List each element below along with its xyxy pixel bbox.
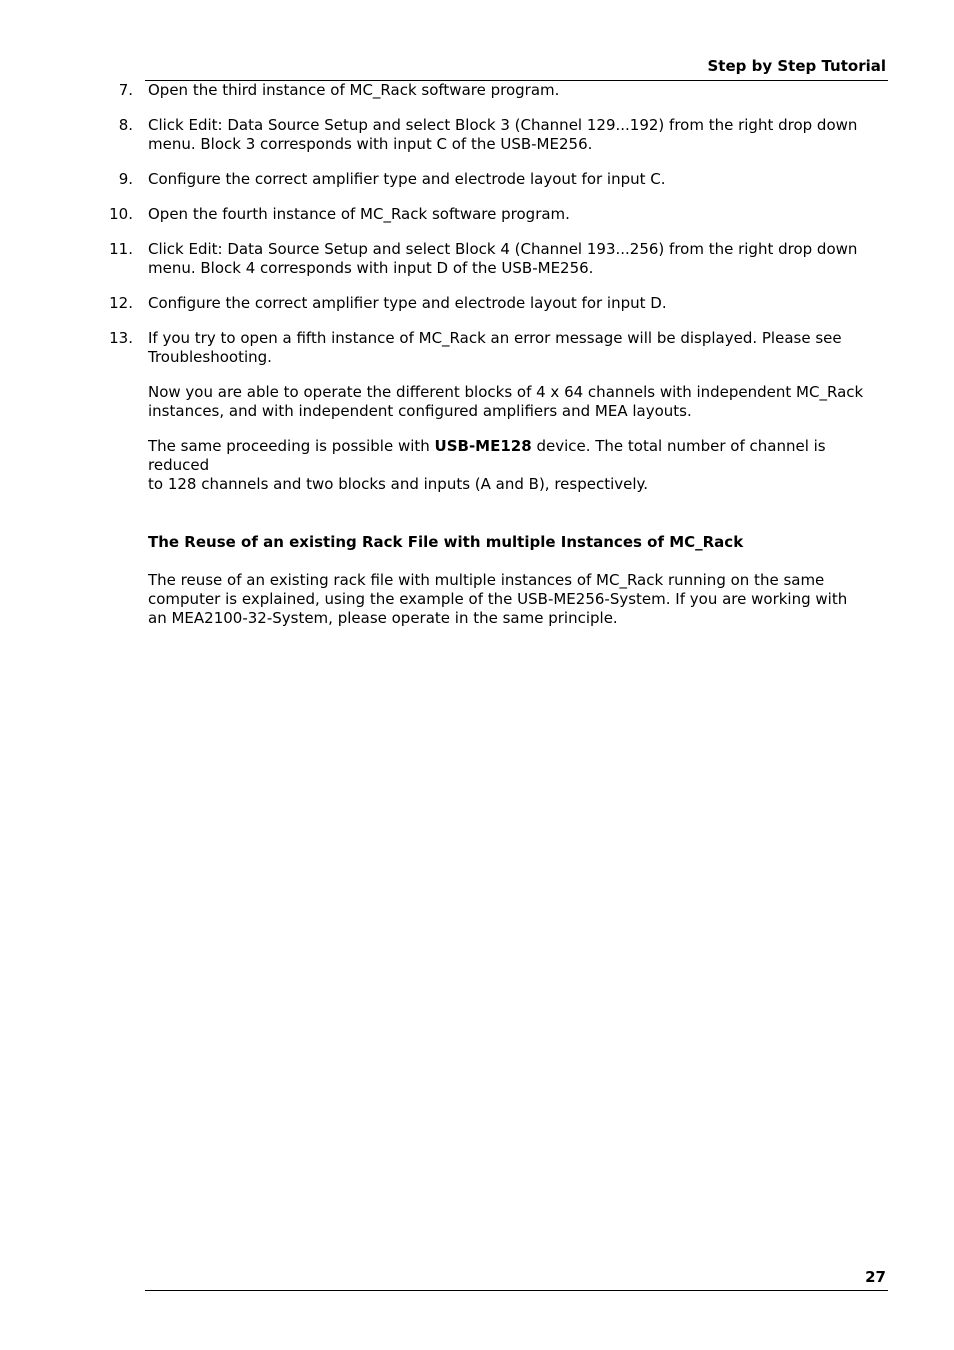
section-paragraph	[148, 571, 888, 628]
step-number: 12.	[109, 294, 133, 312]
paragraph-line: computer is explained, using the example of the USB-ME256-System. If you are working with	[148, 590, 848, 608]
step-number: 13.	[109, 329, 133, 347]
step-line: Click Edit: Data Source Setup and select Block 3 (Channel 129...192) from the right drop down	[148, 116, 858, 134]
note-paragraph	[148, 383, 888, 421]
paragraph-line: Now you are able to operate the different blocks of 4 x 64 channels with independent MC_Rack	[148, 383, 864, 401]
step-number: 8.	[118, 116, 133, 134]
step-line: Configure the correct amplifier type and electrode layout for input C.	[148, 170, 666, 188]
step-line: Click Edit: Data Source Setup and select Block 4 (Channel 193...256) from the right drop down	[148, 240, 858, 258]
step-line: Open the fourth instance of MC_Rack software program.	[148, 205, 570, 223]
step-line: menu. Block 4 corresponds with input D of the USB-ME256.	[148, 259, 594, 277]
step-line: Configure the correct amplifier type and electrode layout for input D.	[148, 294, 667, 312]
step-number: 10.	[109, 205, 133, 223]
paragraph-line: instances, and with independent configured amplifiers and MEA layouts.	[148, 402, 692, 420]
step-text	[148, 170, 888, 189]
step-line: If you try to open a fifth instance of MC_Rack an error message will be displayed. Please see	[148, 329, 842, 347]
page-number: 27	[865, 1268, 886, 1286]
step-text	[148, 240, 888, 278]
paragraph-line: to 128 channels and two blocks and inputs (A and B), respectively.	[148, 475, 649, 493]
step-text	[148, 294, 888, 313]
step-text	[148, 81, 888, 100]
step-number: 7.	[118, 81, 133, 99]
step-line: Open the third instance of MC_Rack software program.	[148, 81, 560, 99]
step-text	[148, 205, 888, 224]
device-name-bold: USB-ME128	[434, 437, 532, 455]
paragraph-line: The reuse of an existing rack file with multiple instances of MC_Rack running on the same	[148, 571, 825, 589]
step-text	[148, 329, 888, 367]
section-heading: The Reuse of an existing Rack File with multiple Instances of MC_Rack	[148, 533, 744, 551]
step-text	[148, 116, 888, 154]
footer-rule	[145, 1290, 888, 1291]
running-header-title: Step by Step Tutorial	[707, 57, 886, 75]
step-line: menu. Block 3 corresponds with input C of the USB-ME256.	[148, 135, 593, 153]
step-number: 11.	[109, 240, 133, 258]
paragraph-line: an MEA2100-32-System, please operate in the same principle.	[148, 609, 618, 627]
paragraph-line: The same proceeding is possible with USB-ME128 device. The total number of channel is reduced	[148, 437, 826, 474]
note-paragraph	[148, 437, 888, 494]
step-number: 9.	[118, 170, 133, 188]
step-line: Troubleshooting.	[148, 348, 272, 366]
